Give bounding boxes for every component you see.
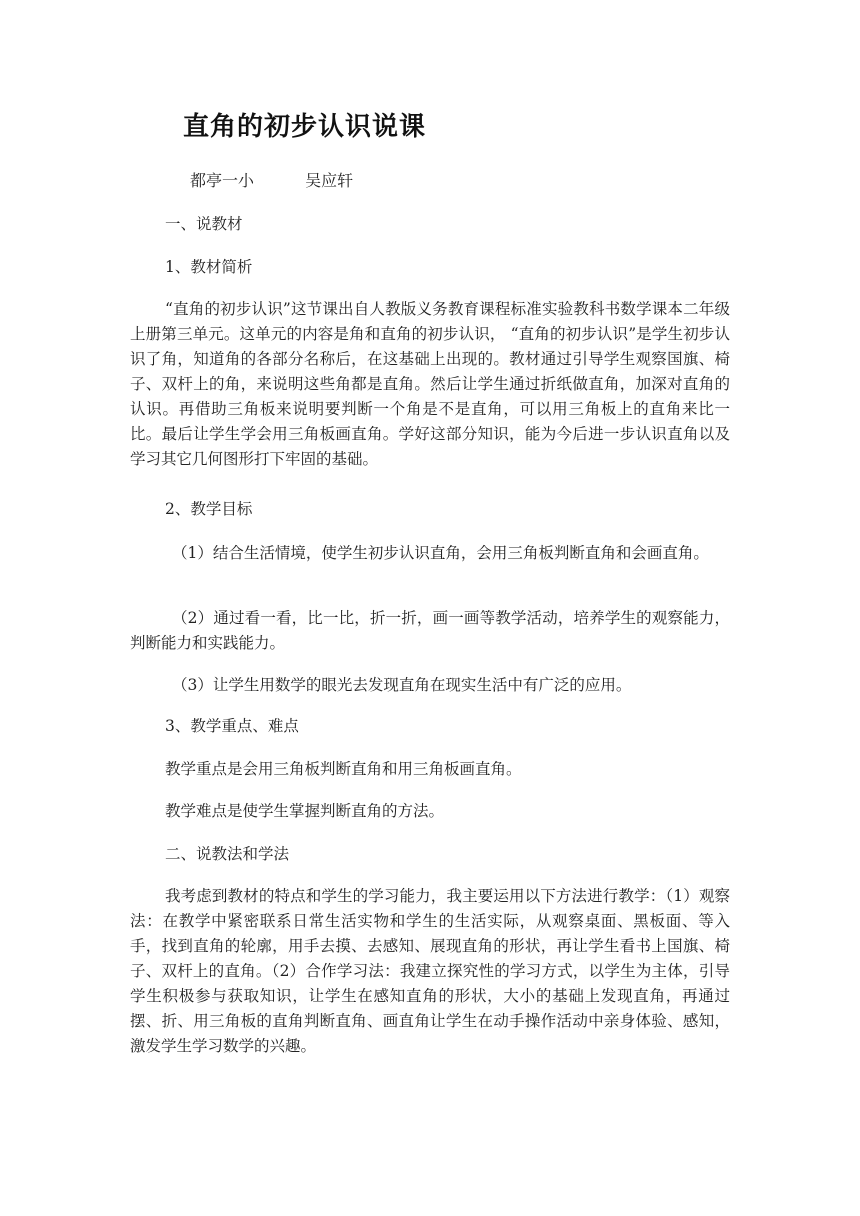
section-heading-textbook: 一、说教材 xyxy=(165,215,243,233)
subsection-heading-analysis: 1、教材简析 xyxy=(165,258,253,276)
paragraph-key-point: 教学重点是会用三角板判断直角和用三角板画直角。 xyxy=(165,760,522,778)
paragraph-difficult-point: 教学难点是使学生掌握判断直角的方法。 xyxy=(165,802,445,820)
paragraph-goal-2: （2）通过看一看，比一比，折一折，画一画等教学活动，培养学生的观察能力，判断能力和实践能力。 xyxy=(130,609,730,652)
section-heading-methods: 二、说教法和学法 xyxy=(165,845,290,863)
subsection-heading-key-points: 3、教学重点、难点 xyxy=(165,717,299,735)
byline xyxy=(190,170,353,192)
subsection-heading-goals: 2、教学目标 xyxy=(165,500,253,518)
school-name: 都亭一小 xyxy=(190,171,255,190)
paragraph-textbook-analysis: “直角的初步认识”这节课出自人教版义务教育课程标准实验教科书数学课本二年级上册第三单元。这单元的内容是角和直角的初步认识， “直角的初步认识”是学生初步认识了角，知道角的各部分名称后，在这基础上出现的。教材通过引导学生观察国旗、椅子、双杆上的角，来说明这些角都是直角。然后让学生通过折纸做直角，加深对直角的认识。再借助三角板来说明要判断一个角是不是直角，可以用三角板上的直角来比一比。最后让学生学会用三角板画直角。学好这部分知识，能为今后进一步认识直角以及学习其它几何图形打下牢固的基础。 xyxy=(130,300,730,468)
document-title: 直角的初步认识说课 xyxy=(183,112,427,142)
paragraph-methods: 我考虑到教材的特点和学生的学习能力，我主要运用以下方法进行教学：（1）观察法：在教学中紧密联系日常生活实物和学生的生活实际，从观察桌面、黑板面、等入手，找到直角的轮廓，用手去摸、去感知、展现直角的形状，再让学生看书上国旗、椅子、双杆上的直角。（2）合作学习法：我建立探究性的学习方式，以学生为主体，引导学生积极参与获取知识，让学生在感知直角的形状，大小的基础上发现直角，再通过摆、折、用三角板的直角判断直角、画直角让学生在动手操作活动中亲身体验、感知，激发学生学习数学的兴趣。 xyxy=(130,887,730,1055)
paragraph-goal-3: （3）让学生用数学的眼光去发现直角在现实生活中有广泛的应用。 xyxy=(172,676,632,694)
paragraph-goal-1: （1）结合生活情境，使学生初步认识直角，会用三角板判断直角和会画直角。 xyxy=(172,544,709,562)
author-name: 吴应轩 xyxy=(305,171,354,190)
